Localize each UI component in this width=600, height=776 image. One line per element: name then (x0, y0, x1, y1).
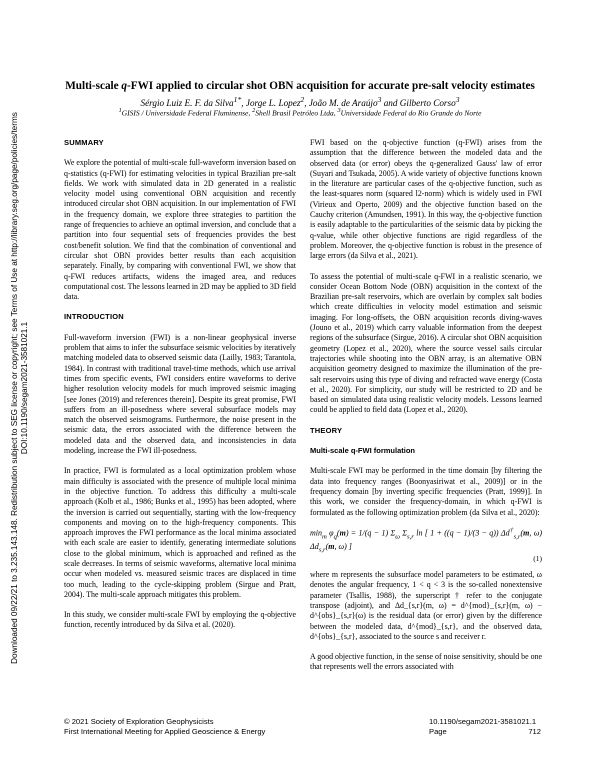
author-list: Sérgio Luiz E. F. da Silva$^{1*}$, Jorge L. Lopez$^2$, João M. de Araújo$^3$ and Gilberto Corso$^3$ (140, 95, 460, 109)
introduction-heading: INTRODUCTION (64, 312, 124, 322)
affiliations: $^1$GISIS / Universidade Federal Fluminense, $^2$Shell Brasil Petróleo Ltda, $^3$Universidade Federal do Rio Grande do Norte (118, 107, 482, 118)
download-notice-line: Downloaded 09/22/21 to 3.235.143.148. Redistribution subject to SEG license or copyright; see Terms of Use at http://library.seg.org/page/policies/terms (10, 112, 19, 664)
sidebar-doi: DOI:10.1190/segam2021-3581021.1 (20, 321, 29, 455)
summary-paragraph: We explore the potential of multi-scale full-waveform inversion based on q-statistics (q-FWI) for estimating velocities in typical Brazilian pre-salt fields. We work with simulated data in 2D generated in a realistic velocity model using conventional OBN acquisition and recently introduced circular shot OBN acquisition. In our implementation of FWI in the frequency domain, we explore three strategies to partition the range of frequencies to achieve an optimal inversion, and conclude that a partition into four sequential sets of frequencies provides the best cost/benefit solution. We find that the combination of conventional and circular shot OBN provides better results than each acquisition separately. Finally, by comparing with conventional FWI, we show that q-FWI reduces artifacts, widens the imaged area, and reduces computational cost. The lessons learned in 2D may be applied to 3D field data. (64, 158, 296, 302)
meeting-name: First International Meeting for Applied Geoscience & Energy (64, 727, 266, 736)
left-column (64, 138, 296, 641)
page-label: Page (429, 727, 447, 736)
summary-heading: SUMMARY (64, 138, 104, 147)
download-notice (10, 8, 30, 768)
qfwi-paragraph: FWI based on the q-objective function (q-FWI) arises from the assumption that the difference between the modeled data and the observed data (or error) obeys the q-generalized Gauss' law of error (Suyari and Tsukada, 2005). A wide variety of objective functions known in the literature are particular cases of the q-objective function, such as the least-squares norm (squared l2-norm) which is widely used in FWI (Virieux and Operto, 2009) and the objective function based on the Cauchy criterion (Amundsen, 1991). In this way, the q-objective function is easily adaptable to the particularities of the seismic data by picking the q-value, while other objective functions are rigid regardless of the problem. Moreover, the q-objective function is robust in the presence of large errors (da Silva et al., 2021). (310, 138, 542, 261)
page-number: 712 (528, 727, 541, 736)
copyright: © 2021 Society of Exploration Geophysicists (64, 717, 214, 726)
objective-function-equation: $\min_m \varphi_q(m) = 1/(q - 1)$ $\Sigma_\omega$ $\Sigma_{s,r}$ ln [ 1 + ((q − 1)/(3 − q)) $\Delta d^\dagger_{s,r}(m$, ω) $\Delta d_{s,r}(m$, ω) ] (310, 526, 543, 554)
right-column (310, 138, 542, 683)
theory-heading: THEORY (310, 425, 343, 435)
definitions-paragraph: where m represents the subsurface model parameters to be estimated, ω denotes the angular frequency, 1 < q < 3 is the so-called nonextensive parameter (Tsallis, 1988), the superscript † refer to the conjugate transpose (adjoint), and Δd_{s,r}(m, ω) = d^{mod}_{s,r}(m, ω) − d^{obs}_{s,r}(ω) is the residual data (or error) given by the difference between the modeled data, d^{mod}_{s,r}, and the observed data, d^{obs}_{s,r}, associated to the source s and receiver r. (310, 570, 542, 641)
footer-doi: 10.1190/segam2021-3581021.1 (429, 717, 537, 726)
page-number-row (429, 727, 541, 737)
paper-title: Multi-scale q-FWI applied to circular shot OBN acquisition for accurate pre-salt velocity estimates (65, 80, 535, 92)
intro-paragraph-2: In practice, FWI is formulated as a local optimization problem whose main difficulty is associated with the presence of multiple local minima in the objective function. To address this difficulty a multi-scale approach (Kolb et al., 1986; Bunks et al., 1995) has been adopted, where the inversion is carried out sequentially, starting with the low-frequency components and moving on to the high-frequency components. This approach improves the FWI performance as the local minima associated with each scale are easier to identify, generating intermediate solutions close to the global minimum, which is approached and refined as the scale decreases. In terms of seismic waveforms, alternative local minima occur when modeled vs. measured seismic traces are displaced in time too much, leading to the cycle-skipping problem (Sirgue and Pratt, 2004). The multi-scale approach mitigates this problem. (64, 466, 296, 599)
theory-subheading: Multi-scale q-FWI formulation (310, 446, 415, 456)
footer-left (64, 717, 265, 737)
intro-paragraph-1: Full-waveform inversion (FWI) is a non-linear geophysical inverse problem that aims to infer the subsurface seismic velocities by iteratively matching modeled data to observed seismic data (Lailly, 1983; Tarantola, 1984). In contrast with traditional travel-time methods, which use arrival times from specific events, FWI considers entire waveforms to derive higher resolution velocity models for much improved seismic imaging [see Jones (2019) and references therein]. Despite its great promise, FWI suffers from an ill-posedness where several subsurface models may match the observed seismograms. Furthermore, the noise present in the seismic data, the errors associated with the difference between the modeled data and the observed data, and inconsistencies in data modeling, increase the FWI ill-posedness. (64, 332, 296, 456)
obn-paragraph: To assess the potential of multi-scale q-FWI in a realistic scenario, we consider Ocean Bottom Node (OBN) acquisition in the context of the Brazilian pre-salt reservoirs, which are overlain by complex salt bodies which create difficulties in velocity model estimation and seismic imaging. For long-offsets, the OBN acquisition records diving-waves (Jouno et al., 2019) which carry valuable information from the deepest regions of the subsurface (Sirgue, 2016). A circular shot OBN acquisition geometry (Lopez et al., 2020), where the source vessel sails circular trajectories while shooting into the OBN array, is an alternative OBN acquisition geometry designed to maximize the illumination of the pre-salt reservoirs using this type of diving and refracted wave energy (Costa et al., 2020). For simplicity, our study will be restricted to 2D and be based on simulated data using realistic velocity models. Lessons learned could be applied to field data (Lopez et al., 2020). (310, 271, 542, 415)
footer-right (429, 717, 541, 737)
equation-number: (1) (533, 553, 542, 563)
objective-quality-paragraph: A good objective function, in the sense of noise sensitivity, should be one that represents well the errors associated with (310, 652, 542, 672)
intro-paragraph-3: In this study, we consider multi-scale FWI by employing the q-objective function, recently introduced by da Silva et al. (2020). (64, 610, 296, 630)
multiscale-paragraph: Multi-scale FWI may be performed in the time domain [by filtering the data into frequency ranges (Boonyasiriwat et al., 2009)] or in the frequency domain [by inverting specific frequencies (Pratt, 1999)]. In this work, we consider the frequency-domain, in which q-FWI is formulated as the following optimization problem (da Silva et al., 2020): (310, 466, 542, 517)
download-notice-sidebar (0, 0, 40, 776)
